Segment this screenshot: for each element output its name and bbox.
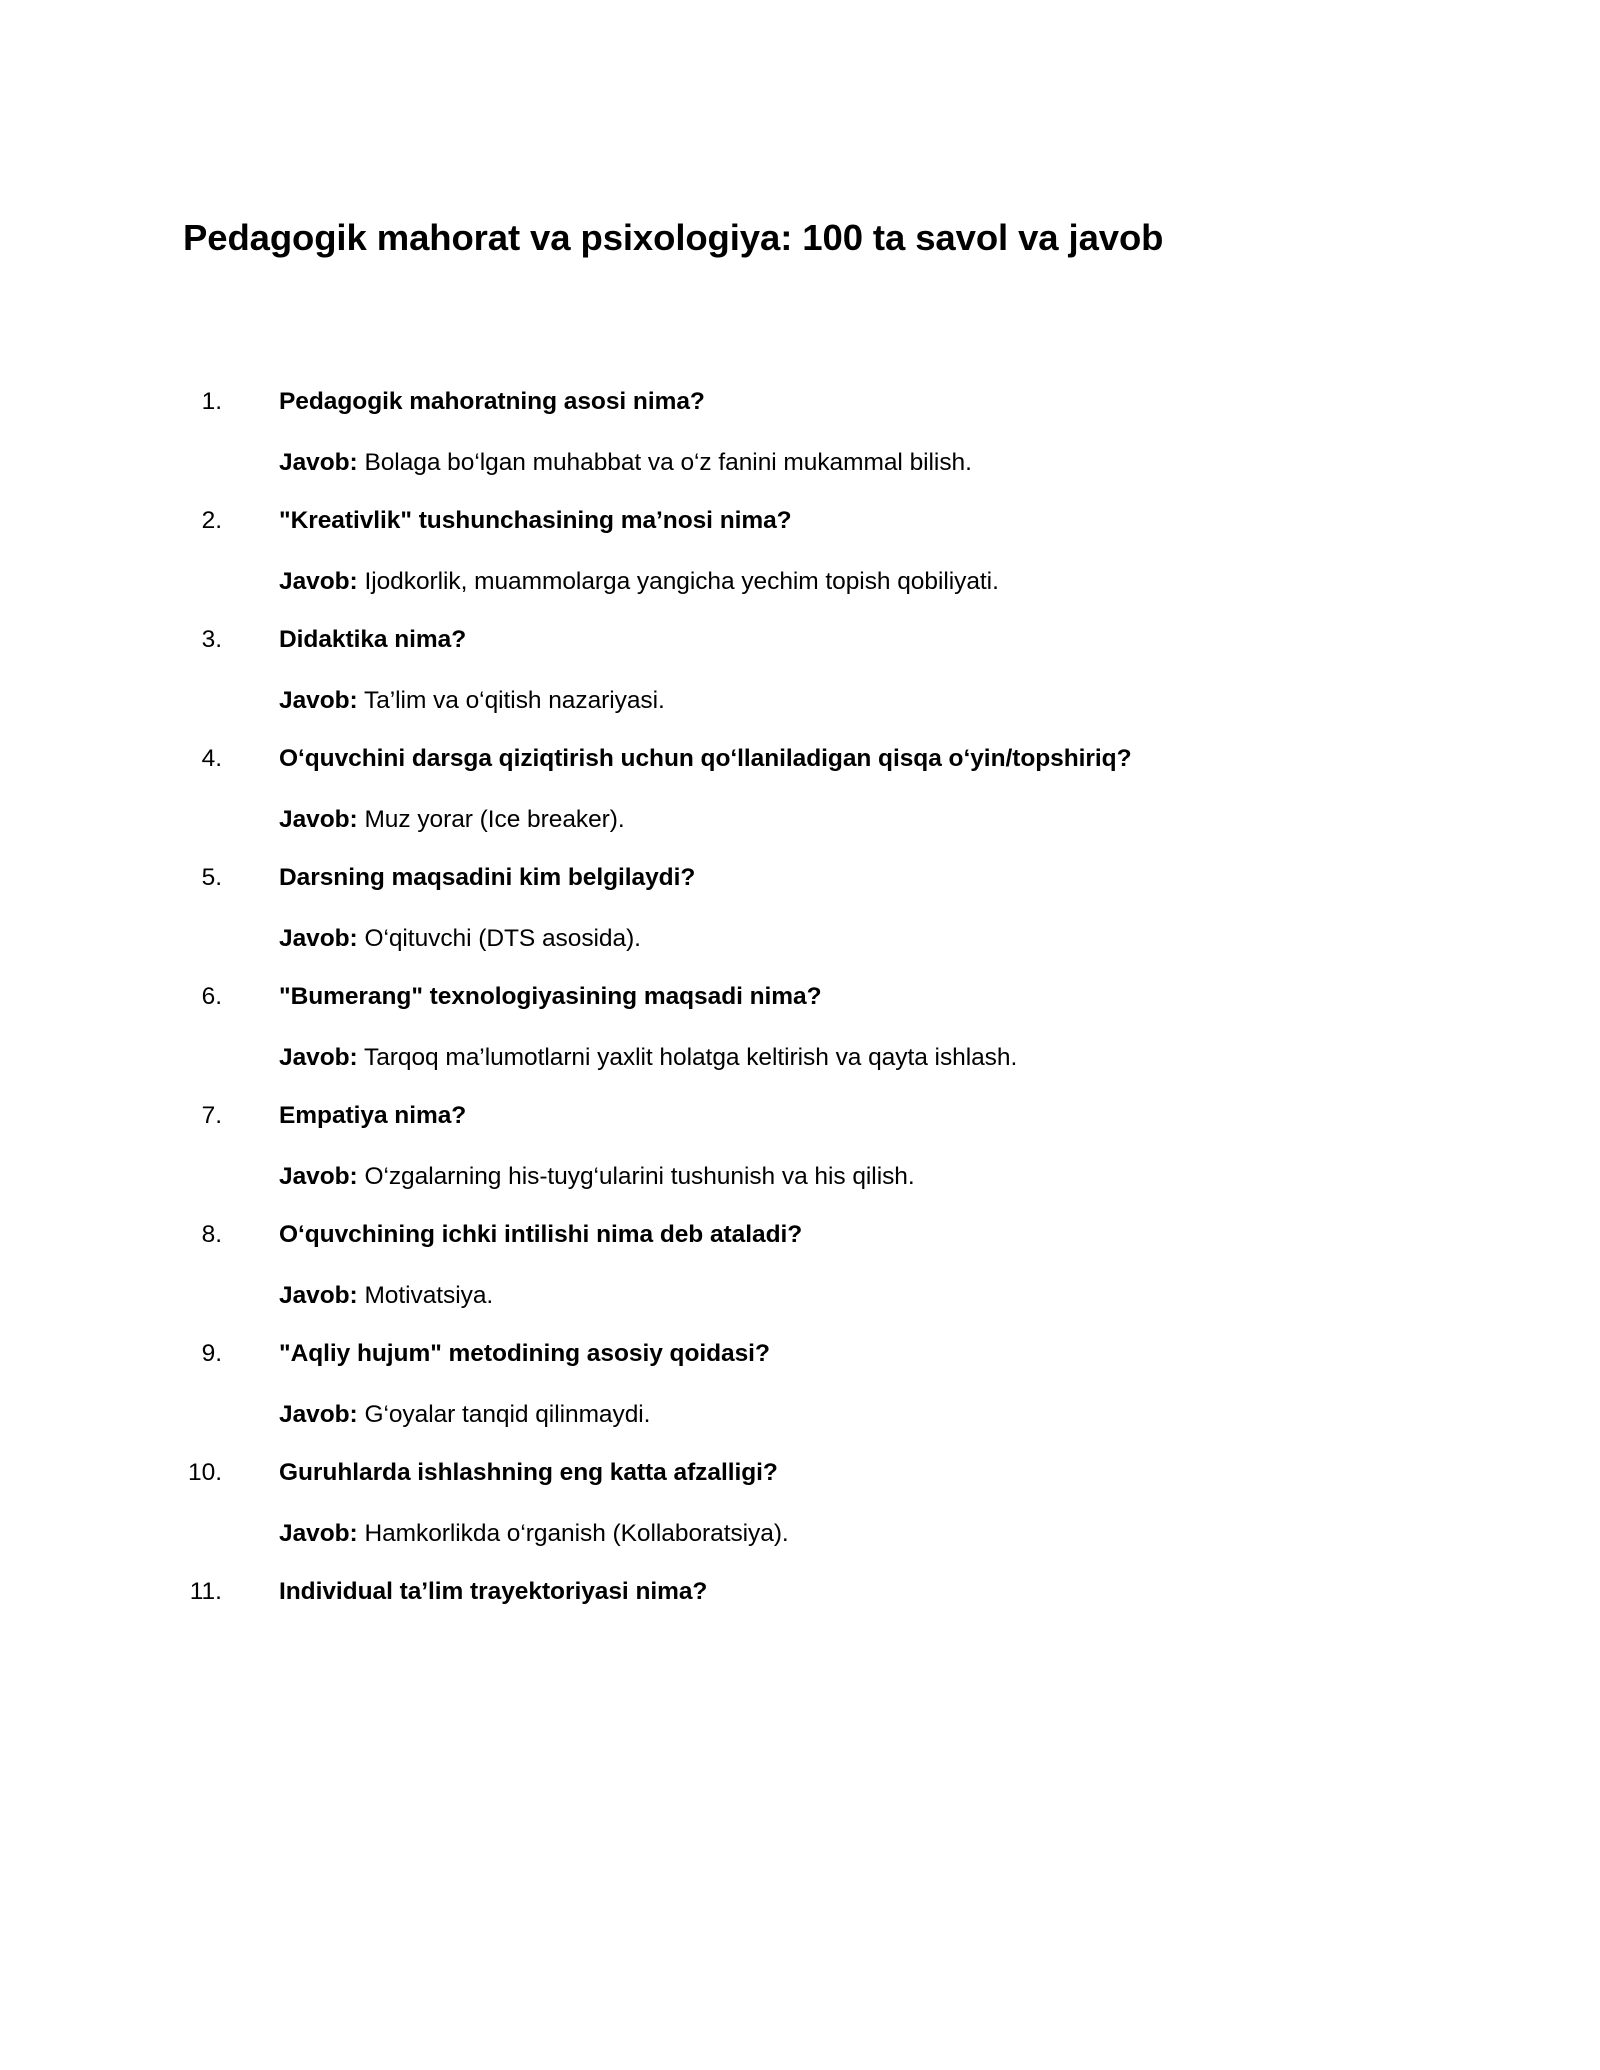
list-item [0,624,1600,717]
answer-label: Javob: [279,925,358,952]
answer-label: Javob: [279,806,358,833]
list-item-number: 1. [201,388,222,415]
answer-text: Ta’lim va o‘qitish nazariyasi. [364,687,665,714]
list-item [0,1457,1600,1550]
answer-text: Motivatsiya. [364,1282,494,1309]
question-text: "Kreativlik" tushunchasining ma’nosi nima? [279,507,792,534]
list-item [0,981,1600,1074]
list-item [0,1100,1600,1193]
question-row [0,981,1600,1013]
list-item [0,743,1600,836]
answer-line [279,447,1490,479]
question-text: Pedagogik mahoratning asosi nima? [279,388,705,415]
question-row [0,862,1600,894]
page-title: Pedagogik mahorat va psixologiya: 100 ta savol va javob [183,217,1164,258]
answer-line [279,1518,1490,1550]
answer-label: Javob: [279,449,358,476]
answer-text: Tarqoq ma’lumotlarni yaxlit holatga keltirish va qayta ishlash. [364,1044,1018,1071]
question-text: "Bumerang" texnologiyasining maqsadi nima? [279,983,822,1010]
list-item [0,505,1600,598]
list-item-number: 5. [201,864,222,891]
list-item-number: 9. [201,1340,222,1367]
answer-line [279,1399,1490,1431]
answer-text: Ijodkorlik, muammolarga yangicha yechim topish qobiliyati. [364,568,999,595]
question-row [0,505,1600,537]
list-item [0,1219,1600,1312]
list-item [0,862,1600,955]
answer-line [279,804,1490,836]
answer-line [279,1161,1490,1193]
answer-label: Javob: [279,1044,358,1071]
answer-text: Hamkorlikda o‘rganish (Kollaboratsiya). [364,1520,789,1547]
answer-label: Javob: [279,1163,358,1190]
question-row [0,1338,1600,1370]
list-item-number: 11. [189,1578,222,1605]
question-answer-list [0,386,1600,1616]
question-text: Guruhlarda ishlashning eng katta afzalligi? [279,1459,778,1486]
answer-label: Javob: [279,568,358,595]
answer-text: G‘oyalar tanqid qilinmaydi. [364,1401,651,1428]
question-row [0,386,1600,418]
answer-label: Javob: [279,1401,358,1428]
question-row [0,624,1600,656]
question-row [0,1100,1600,1132]
answer-text: O‘zgalarning his-tuyg‘ularini tushunish va his qilish. [364,1163,915,1190]
list-item-number: 7. [201,1102,222,1129]
answer-line [279,566,1490,598]
list-item-number: 10. [187,1459,222,1486]
question-text: O‘quvchining ichki intilishi nima deb ataladi? [279,1221,803,1248]
answer-label: Javob: [279,1520,358,1547]
answer-line [279,1042,1490,1074]
answer-text: O‘qituvchi (DTS asosida). [364,925,641,952]
question-text: Didaktika nima? [279,626,467,653]
list-item-number: 3. [201,626,222,653]
answer-text: Bolaga bo‘lgan muhabbat va o‘z fanini mukammal bilish. [364,449,972,476]
answer-line [279,923,1490,955]
list-item [0,386,1600,479]
answer-label: Javob: [279,1282,358,1309]
list-item-number: 6. [201,983,222,1010]
list-item-number: 4. [201,745,222,772]
question-text: O‘quvchini darsga qiziqtirish uchun qo‘llaniladigan qisqa o‘yin/topshiriq? [279,745,1132,772]
answer-text: Muz yorar (Ice breaker). [364,806,625,833]
list-item [0,1338,1600,1431]
question-text: Empatiya nima? [279,1102,467,1129]
question-row [0,743,1600,775]
answer-label: Javob: [279,687,358,714]
list-item-number: 2. [201,507,222,534]
question-text: Individual ta’lim trayektoriyasi nima? [279,1578,708,1605]
question-row [0,1457,1600,1489]
question-row [0,1219,1600,1251]
question-text: Darsning maqsadini kim belgilaydi? [279,864,696,891]
list-item [0,1576,1600,1616]
answer-line [279,685,1490,717]
question-row [0,1576,1600,1608]
answer-line [279,1280,1490,1312]
list-item-number: 8. [201,1221,222,1248]
question-text: "Aqliy hujum" metodining asosiy qoidasi? [279,1340,770,1367]
